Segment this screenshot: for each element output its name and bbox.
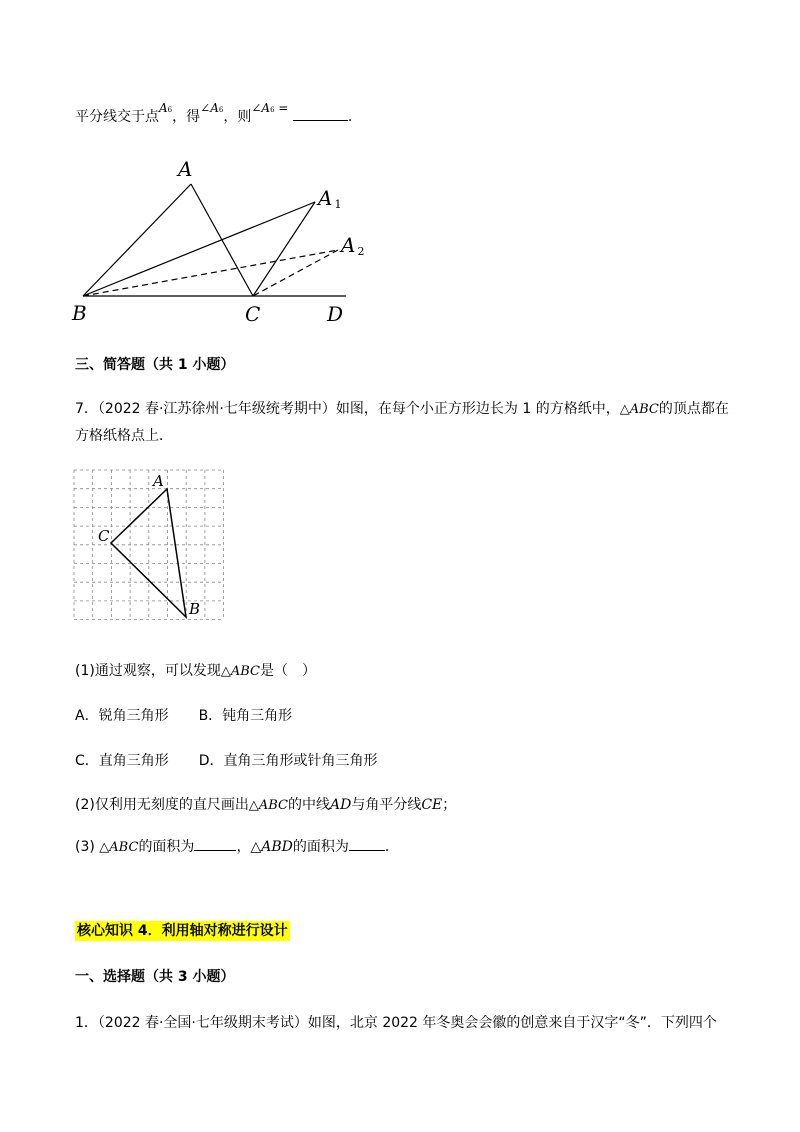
answer-blank-area-abc — [194, 850, 236, 851]
angle-a6-second: ∠A6 = — [251, 101, 289, 115]
grid-label-c: C — [98, 527, 110, 545]
subquestion-2: (2)仅利用无刻度的直尺画出△ABC的中线AD与角平分线CE； — [75, 797, 457, 813]
question-7-line2: 方格纸格点上． — [75, 428, 173, 444]
point-a6: A6 — [159, 101, 173, 115]
section-heading-choice: 一、选择题（共 3 小题） — [75, 969, 235, 985]
grid-label-b: B — [189, 600, 201, 618]
question-7-line1: 7．（2022 春·江苏徐州·七年级统考期中）如图，在每个小正方形边长为 1 的方格纸中，△ABC的顶点都在 — [75, 401, 729, 417]
top-text2: ，得 — [172, 109, 201, 125]
label-c: C — [245, 302, 261, 326]
label-a: A — [178, 157, 193, 181]
option-a[interactable]: A．锐角三角形 — [75, 708, 169, 724]
options-row-1 — [75, 705, 292, 725]
subquestion-1: (1)通过观察，可以发现△ABC是（ ） — [75, 663, 316, 679]
core-knowledge-heading: 核心知识 4．利用轴对称进行设计 — [77, 923, 288, 939]
label-d: D — [327, 302, 344, 326]
grid-label-a: A — [153, 472, 164, 490]
subquestion-3: (3) △ABC的面积为 ，△ABD的面积为 ． — [75, 839, 399, 855]
option-d[interactable]: D．直角三角形或针角三角形 — [198, 753, 378, 769]
answer-blank-area-abd — [349, 850, 385, 851]
options-row-2 — [75, 750, 378, 770]
top-end: . — [347, 109, 353, 125]
section-heading-short-answer: 三、简答题（共 1 小题） — [75, 357, 235, 373]
top-text3: ，则 — [223, 109, 252, 125]
top-text1: 平分线交于点 — [75, 109, 159, 125]
label-a1: A 1 — [318, 186, 342, 211]
angle-a6-first: ∠A6 — [200, 101, 224, 115]
question-1-line1: 1．（2022 春·全国·七年级期末考试）如图，北京 2022 年冬奥会会徽的创意来自于汉字“冬”．下列四个 — [75, 1015, 717, 1031]
label-b: B — [72, 301, 87, 325]
option-b[interactable]: B．钝角三角形 — [198, 708, 293, 724]
option-c[interactable]: C．直角三角形 — [75, 753, 169, 769]
label-a2: A 2 — [341, 233, 365, 258]
